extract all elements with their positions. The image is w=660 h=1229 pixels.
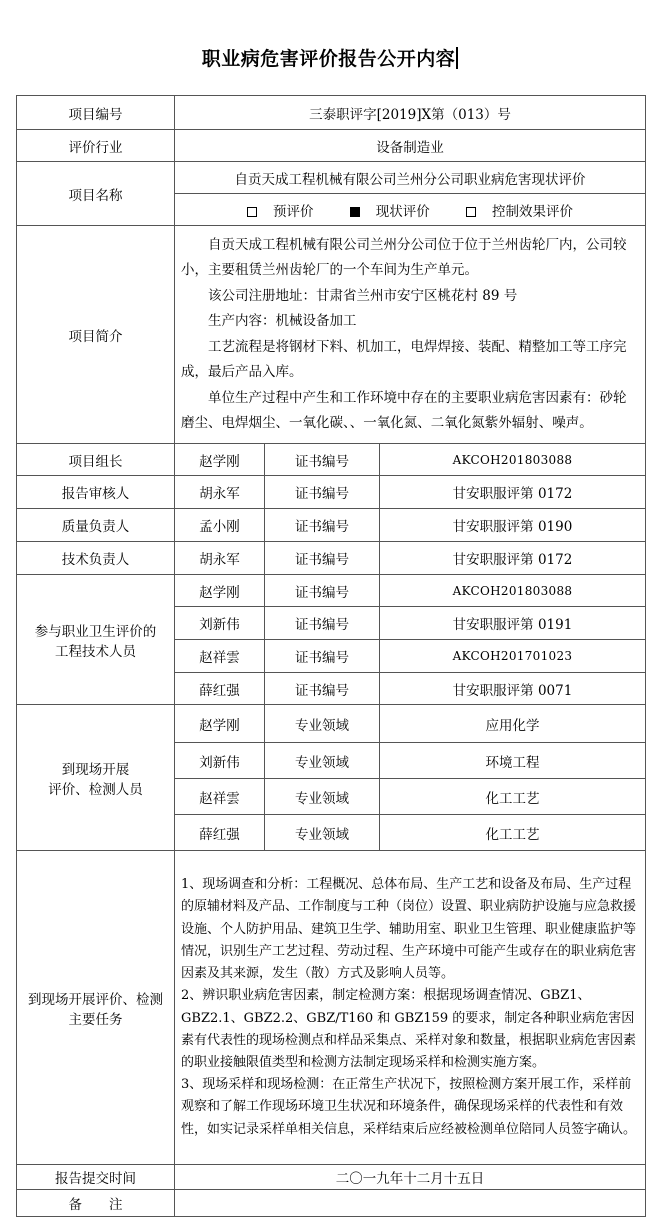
row-quality bbox=[17, 509, 646, 542]
intro-label: 项目简介 bbox=[17, 226, 175, 444]
cert-label: 证书编号 bbox=[265, 607, 380, 640]
role-label: 项目组长 bbox=[17, 444, 175, 476]
person-name: 薛红强 bbox=[175, 815, 265, 851]
cert-label: 证书编号 bbox=[265, 640, 380, 673]
field-staff-label bbox=[17, 705, 175, 851]
checkbox-filled-icon bbox=[350, 207, 360, 217]
row-remark bbox=[17, 1190, 646, 1217]
field-label: 专业领域 bbox=[265, 779, 380, 815]
cert-number: 甘安职服评第 0172 bbox=[380, 542, 646, 575]
cert-label: 证书编号 bbox=[265, 542, 380, 575]
remark-value bbox=[175, 1190, 646, 1217]
cert-label: 证书编号 bbox=[265, 509, 380, 542]
project-name-value: 自贡天成工程机械有限公司兰州分公司职业病危害现状评价 bbox=[175, 162, 646, 194]
page-title bbox=[0, 44, 660, 71]
row-intro bbox=[17, 226, 646, 444]
person-name: 赵学刚 bbox=[175, 575, 265, 607]
row-engineer bbox=[17, 575, 646, 607]
person-name: 刘新伟 bbox=[175, 607, 265, 640]
title-text: 职业病危害评价报告公开内容 bbox=[201, 48, 456, 70]
task-paragraph: 3、现场采样和现场检测：在正常生产状况下，按照检测方案开展工作，采样前观察和了解工作现场环境卫生状况和环境条件，确保现场采样的代表性和有效性，如实记录采样单相关信息，采样结束后应经被检测单位陪同人员签字确认。 bbox=[181, 1077, 637, 1137]
option-status-eval-label: 现状评价 bbox=[375, 203, 430, 220]
task-paragraph: 2、辨识职业病危害因素，制定检测方案：根据现场调查情况、GBZ1、GBZ2.1、GBZ2.2、GBZ/T160 和 GBZ159 的要求，制定各种职业病危害因素有代表性的现场检测点和样品采集点、采样对象和数量，根据职业病危害因素的职业接触限值类型和检测方法制定现场采样和检测实施方案。 bbox=[181, 988, 637, 1070]
submit-time-value: 二〇一九年十二月十五日 bbox=[175, 1165, 646, 1190]
row-industry bbox=[17, 130, 646, 162]
field-label: 专业领域 bbox=[265, 743, 380, 779]
report-table bbox=[16, 95, 646, 1217]
role-label: 技术负责人 bbox=[17, 542, 175, 575]
field-label: 专业领域 bbox=[265, 815, 380, 851]
field-value: 应用化学 bbox=[380, 705, 646, 743]
person-name: 孟小刚 bbox=[175, 509, 265, 542]
field-label: 专业领域 bbox=[265, 705, 380, 743]
role-label: 报告审核人 bbox=[17, 476, 175, 509]
cert-label: 证书编号 bbox=[265, 673, 380, 705]
intro-paragraph: 工艺流程是将钢材下料、机加工，电焊焊接、装配、精整加工等工序完成，最后产品入库。 bbox=[181, 338, 627, 380]
person-name: 刘新伟 bbox=[175, 743, 265, 779]
remark-label: 备 注 bbox=[17, 1190, 175, 1217]
role-label: 质量负责人 bbox=[17, 509, 175, 542]
project-no-value: 三泰职评字[2019]X第（013）号 bbox=[175, 96, 646, 130]
field-value: 环境工程 bbox=[380, 743, 646, 779]
option-control-eval-label: 控制效果评价 bbox=[492, 203, 574, 220]
row-leader bbox=[17, 444, 646, 476]
person-name: 赵祥雲 bbox=[175, 640, 265, 673]
text-cursor bbox=[456, 47, 458, 69]
option-pre-eval bbox=[239, 204, 322, 220]
row-tasks bbox=[17, 851, 646, 1165]
tasks-label-line2: 主要任务 bbox=[68, 1011, 123, 1028]
project-no-label: 项目编号 bbox=[17, 96, 175, 130]
submit-time-label: 报告提交时间 bbox=[17, 1165, 175, 1190]
row-reviewer bbox=[17, 476, 646, 509]
row-project-no bbox=[17, 96, 646, 130]
industry-label: 评价行业 bbox=[17, 130, 175, 162]
engineers-label-line2: 工程技术人员 bbox=[55, 643, 136, 660]
row-field-staff bbox=[17, 705, 646, 743]
person-name: 赵祥雲 bbox=[175, 779, 265, 815]
cert-number: AKCOH201803088 bbox=[380, 444, 646, 476]
industry-value: 设备制造业 bbox=[175, 130, 646, 162]
field-staff-label-line2: 评价、检测人员 bbox=[48, 781, 143, 798]
option-status-eval bbox=[342, 204, 438, 220]
field-value: 化工工艺 bbox=[380, 815, 646, 851]
person-name: 胡永军 bbox=[175, 542, 265, 575]
checkbox-empty-icon bbox=[247, 207, 257, 217]
project-name-label: 项目名称 bbox=[17, 162, 175, 226]
tasks-label-line1: 到现场开展评价、检测 bbox=[28, 991, 163, 1008]
intro-content bbox=[175, 226, 646, 444]
eval-type-options bbox=[175, 194, 646, 226]
cert-number: 甘安职服评第 0172 bbox=[380, 476, 646, 509]
task-paragraph: 1、现场调查和分析：工程概况、总体布局、生产工艺和设备及布局、生产过程的原辅材料及产品、工作制度与工种（岗位）设置、职业病防护设施与应急救援设施、个人防护用品、建筑卫生学、辅助用室、职业卫生管理、职业健康监护等情况，识别生产工艺过程、劳动过程、生产环境中可能产生或存在的职业病危害因素及其来源，发生（散）方式及影响人员等。 bbox=[181, 877, 637, 982]
intro-paragraph: 该公司注册地址：甘肃省兰州市安宁区桃花村 89 号 bbox=[208, 287, 518, 304]
tasks-content bbox=[175, 851, 646, 1165]
intro-paragraph: 自贡天成工程机械有限公司兰州分公司位于位于兰州齿轮厂内，公司较小，主要租赁兰州齿轮厂的一个车间为生产单元。 bbox=[181, 236, 627, 278]
cert-number: 甘安职服评第 0071 bbox=[380, 673, 646, 705]
field-staff-label-line1: 到现场开展 bbox=[61, 761, 130, 778]
row-submit-time bbox=[17, 1165, 646, 1190]
person-name: 赵学刚 bbox=[175, 444, 265, 476]
cert-number: AKCOH201803088 bbox=[380, 575, 646, 607]
cert-label: 证书编号 bbox=[265, 476, 380, 509]
cert-label: 证书编号 bbox=[265, 575, 380, 607]
cert-number: 甘安职服评第 0190 bbox=[380, 509, 646, 542]
cert-number: 甘安职服评第 0191 bbox=[380, 607, 646, 640]
cert-number: AKCOH201701023 bbox=[380, 640, 646, 673]
person-name: 赵学刚 bbox=[175, 705, 265, 743]
field-value: 化工工艺 bbox=[380, 779, 646, 815]
engineers-label-line1: 参与职业卫生评价的 bbox=[34, 623, 157, 640]
engineers-label bbox=[17, 575, 175, 705]
person-name: 薛红强 bbox=[175, 673, 265, 705]
person-name: 胡永军 bbox=[175, 476, 265, 509]
tasks-label bbox=[17, 851, 175, 1165]
option-pre-eval-label: 预评价 bbox=[272, 203, 314, 220]
row-tech bbox=[17, 542, 646, 575]
row-project-name bbox=[17, 162, 646, 194]
intro-paragraph: 单位生产过程中产生和工作环境中存在的主要职业病危害因素有：砂轮磨尘、电焊烟尘、一氧化碳、、一氧化氮、二氧化氮紫外辐射、噪声。 bbox=[181, 389, 627, 431]
option-control-eval bbox=[458, 204, 581, 220]
cert-label: 证书编号 bbox=[265, 444, 380, 476]
intro-paragraph: 生产内容：机械设备加工 bbox=[208, 313, 357, 329]
checkbox-empty-icon bbox=[466, 207, 476, 217]
